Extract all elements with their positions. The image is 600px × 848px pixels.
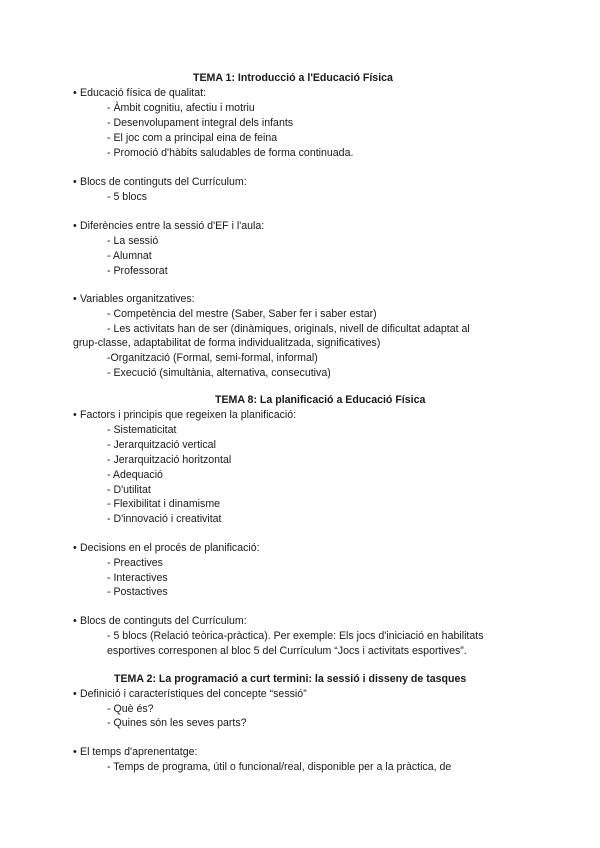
sub-item: - Àmbit cognitiu, afectiu i motriu — [107, 102, 255, 114]
sub-item: - Promoció d'hàbits saludables de forma continuada. — [107, 147, 354, 159]
bullet-icon: • — [73, 615, 77, 627]
bullet-icon: • — [73, 409, 77, 421]
sub-item: - Execució (simultània, alternativa, consecutiva) — [107, 367, 331, 379]
sub-item: - Preactives — [107, 557, 163, 569]
sub-item: - Sistematicitat — [107, 424, 177, 436]
sub-item: - Alumnat — [107, 250, 152, 262]
sub-item: - Flexibilitat i dinamisme — [107, 498, 221, 510]
sub-item: - 5 blocs (Relació teòrica-pràctica). Per exemple: Els jocs d'iniciació en habilitats — [107, 630, 484, 642]
section-heading: TEMA 2: La programació a curt termini: la sessió i disseny de tasques — [114, 673, 467, 685]
bullet-item: • Variables organitzatives: — [73, 293, 195, 305]
sub-item: - Què és? — [107, 703, 154, 715]
bullet-icon: • — [73, 87, 77, 99]
sub-item: - Professorat — [107, 265, 168, 277]
bullet-item: • El temps d'aprenentatge: — [73, 746, 198, 758]
sub-item: -Organització (Formal, semi-formal, informal) — [107, 352, 318, 364]
bullet-item: • Definició i característiques del concepte “sessió” — [73, 688, 307, 700]
bullet-item: • Educació física de qualitat: — [73, 87, 207, 99]
section-heading: TEMA 1: Introducció a l'Educació Física — [193, 72, 393, 84]
bullet-icon: • — [73, 746, 77, 758]
sub-item: - Interactives — [107, 572, 168, 584]
sub-item: - Temps de programa, útil o funcional/real, disponible per a la pràctica, de — [107, 761, 452, 773]
section-heading: TEMA 8: La planificació a Educació Física — [215, 394, 426, 406]
sub-item: - D'utilitat — [107, 484, 151, 496]
sub-item: - La sessió — [107, 235, 159, 247]
sub-item: - Jerarquització horitzontal — [107, 454, 232, 466]
bullet-item: • Diferències entre la sessió d'EF i l'aula: — [73, 220, 265, 232]
sub-item: - El joc com a principal eina de feina — [107, 132, 278, 144]
bullet-icon: • — [73, 176, 77, 188]
bullet-icon: • — [73, 293, 77, 305]
bullet-icon: • — [73, 542, 77, 554]
sub-item: - D'innovació i creativitat — [107, 513, 222, 525]
sub-item: - Postactives — [107, 586, 168, 598]
bullet-icon: • — [73, 688, 77, 700]
sub-item: - Les activitats han de ser (dinàmiques, originals, nivell de dificultat adaptat al — [107, 323, 470, 335]
bullet-item: • Decisions en el procés de planificació: — [73, 542, 260, 554]
sub-item: - Desenvolupament integral dels infants — [107, 117, 294, 129]
sub-item: - 5 blocs — [107, 191, 148, 203]
sub-item-continuation: grup-classe, adaptabilitat de forma individualitzada, significatives) — [73, 337, 381, 349]
sub-item: - Quines són les seves parts? — [107, 717, 247, 729]
bullet-icon: • — [73, 220, 77, 232]
bullet-item: • Blocs de continguts del Currículum: — [73, 176, 247, 188]
sub-item: - Competència del mestre (Saber, Saber fer i saber estar) — [107, 308, 377, 320]
sub-item: - Jerarquització vertical — [107, 439, 216, 451]
sub-item: - Adequació — [107, 469, 163, 481]
sub-item-continuation: esportives corresponen al bloc 5 del Currículum “Jocs i activitats esportives”. — [107, 645, 467, 657]
bullet-item: • Blocs de continguts del Currículum: — [73, 615, 247, 627]
bullet-item: • Factors i principis que regeixen la planificació: — [73, 409, 297, 421]
